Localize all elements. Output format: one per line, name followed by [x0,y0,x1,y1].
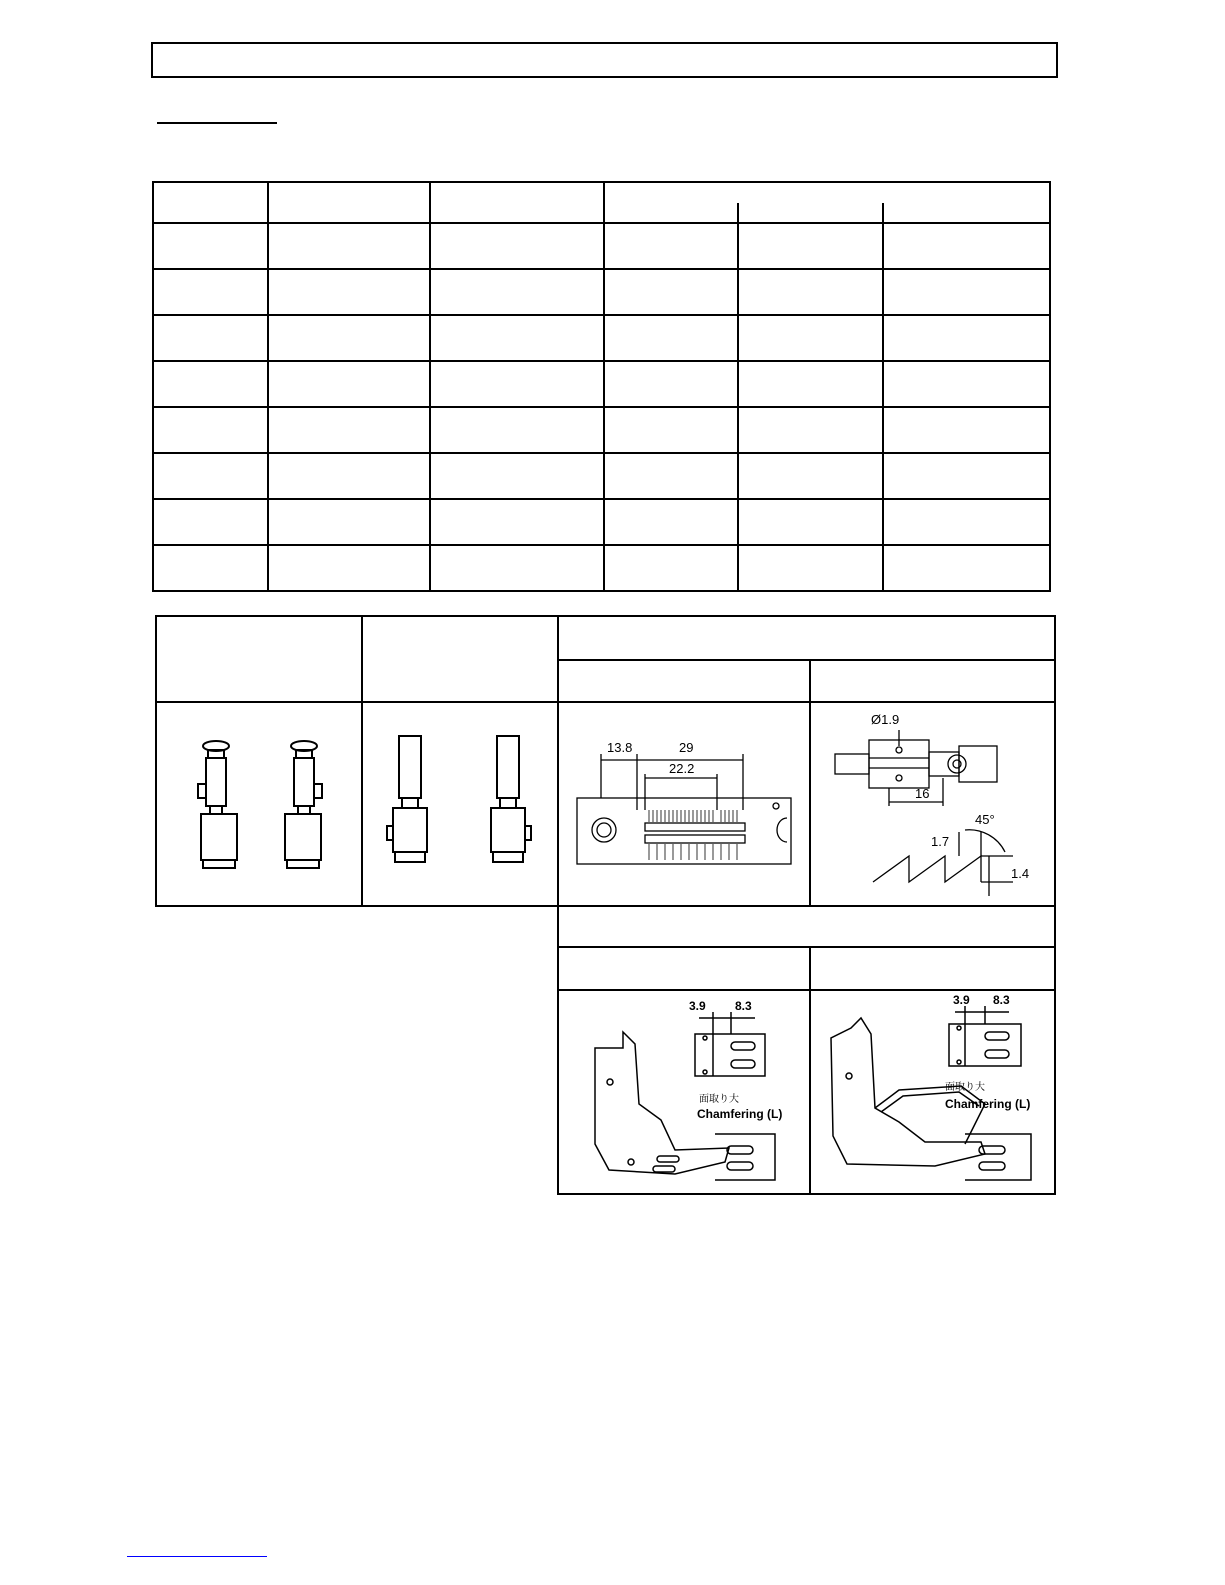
dim-1-7: 1.7 [931,834,950,849]
divider [557,946,1056,948]
table-header-row [153,182,1050,223]
section-heading-underline [157,122,277,124]
dim-45deg: 45° [975,812,995,827]
needle-plate-drawing [565,710,803,900]
divider [361,615,363,907]
divider [809,946,811,1195]
dim-29: 29 [679,740,694,755]
divider [155,701,1056,703]
table-row [153,407,1050,453]
feed-dog-drawing [815,706,1051,900]
divider [809,659,811,907]
table-header-cell [268,182,430,223]
dim-8-3: 8.3 [993,994,1010,1007]
chamfer-label-en: Chamfering (L) [697,1107,783,1121]
spec-table [152,181,1051,592]
chamfer-label-jp: 面取り大 [699,1094,739,1105]
table-header-group-cell [604,182,1050,223]
chamfer-label-en: Chamfering (L) [945,1097,1031,1111]
presser-foot-left-drawing [565,994,805,1190]
divider [557,989,1056,991]
needle-bar-right-icon [491,736,531,862]
dim-diameter: Ø1.9 [871,712,900,727]
presser-foot-right-drawing [815,994,1051,1190]
dim-3-9: 3.9 [689,999,706,1013]
page-title-box [151,42,1058,78]
presser-bar-drawing [163,710,353,900]
presser-bar-right-icon [285,741,322,868]
table-row [153,361,1050,407]
table-row [153,269,1050,315]
table-row [153,453,1050,499]
chamfer-label-jp: 面取り大 [945,1082,985,1093]
dim-16: 16 [915,786,930,801]
table-row [153,499,1050,545]
dim-22-2: 22.2 [669,761,695,776]
table-header-cell [153,182,268,223]
dim-3-9: 3.9 [953,994,970,1007]
presser-bar-left-icon [198,741,237,868]
table-row [153,315,1050,361]
needle-bar-left-icon [387,736,427,862]
table-row [153,223,1050,269]
table-header-cell [430,182,604,223]
dim-1-4: 1.4 [1011,866,1030,881]
divider [557,659,1056,661]
dim-8-3: 8.3 [735,999,752,1013]
dim-13-8: 13.8 [607,740,633,755]
footer-link-underline[interactable] [127,1556,267,1557]
table-row [153,545,1050,591]
needle-bar-drawing [369,710,549,900]
